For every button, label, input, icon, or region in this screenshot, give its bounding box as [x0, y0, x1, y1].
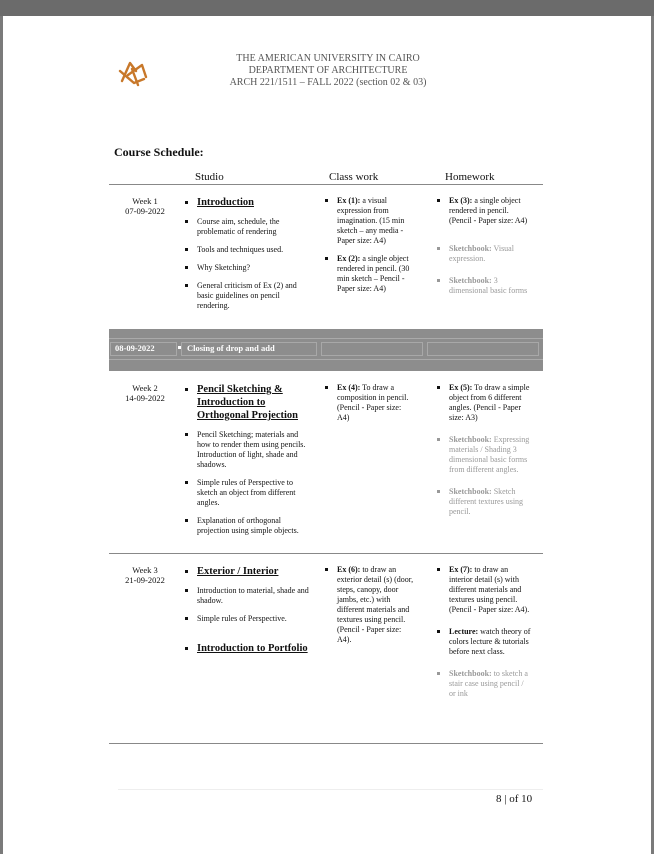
topic-title: Introduction to Portfolio — [197, 643, 308, 654]
homework-cell — [435, 196, 531, 304]
footer-rule — [118, 789, 543, 790]
list-item: Ex (6): to draw an exterior detail (s) (door, steps, canopy, door jambs, etc.) with different materials and textures using pencil. (Pencil - Paper size: A4). — [323, 565, 415, 645]
classwork-cell — [323, 196, 415, 302]
classwork-cell — [323, 565, 415, 653]
column-header-homework: Homework — [445, 171, 495, 183]
section-title: Course Schedule: — [114, 145, 204, 159]
header-rule — [109, 184, 543, 185]
week-cell: Week 1 07-09-2022 — [125, 196, 165, 216]
list-item: General criticism of Ex (2) and basic guidelines on pencil rendering. — [183, 281, 313, 311]
list-item: Lecture: watch theory of colors lecture & tutorials before next class. — [435, 627, 531, 657]
department-name: DEPARTMENT OF ARCHITECTURE — [248, 65, 408, 76]
list-item: Ex (2): a single object rendered in pencil. (30 min sketch – Pencil - Paper size: A4) — [323, 254, 415, 294]
homework-cell — [435, 383, 531, 525]
list-item: Pencil Sketching; materials and how to render them using pencils. Introduction of light, shade and shadows. — [183, 430, 313, 470]
document-header — [183, 53, 473, 89]
university-logo — [116, 57, 150, 89]
list-item: Ex (7): to draw an interior detail (s) with different materials and textures using pencil. (Pencil - Paper size: A4). — [435, 565, 531, 615]
list-item: Sketchbook: to sketch a stair case using pencil / or ink — [435, 669, 531, 699]
topic-title: Pencil Sketching & Introduction to Orthogonal Projection — [197, 384, 299, 421]
list-item: Explanation of orthogonal projection using simple objects. — [183, 516, 313, 536]
document-page — [3, 16, 651, 854]
list-item: Course aim, schedule, the problematic of rendering — [183, 217, 313, 237]
week-cell: Week 2 14-09-2022 — [125, 383, 165, 403]
course-code: ARCH 221/1511 – FALL 2022 (section 02 & 03) — [229, 77, 427, 88]
list-item: Ex (5): To draw a simple object from 6 different angles. (Pencil - Paper size: A3) — [435, 383, 531, 423]
list-item: Tools and techniques used. — [183, 245, 313, 255]
list-item: Why Sketching? — [183, 263, 313, 273]
column-header-studio: Studio — [195, 171, 224, 183]
closing-row — [109, 329, 543, 371]
table-bottom-rule — [109, 743, 543, 744]
page-number: 8 | of 10 — [496, 793, 533, 805]
closing-date: 08-09-2022 — [115, 343, 155, 353]
column-header-classwork: Class work — [329, 171, 379, 183]
list-item: Introduction to material, shade and shadow. — [183, 586, 313, 606]
row-divider — [109, 553, 543, 554]
list-item: Ex (1): a visual expression from imagination. (15 min sketch – any media - Paper size: A4) — [323, 196, 415, 246]
list-item: Sketchbook: Sketch different textures using pencil. — [435, 487, 531, 517]
closing-text: Closing of drop and add — [187, 343, 275, 353]
studio-cell — [183, 383, 313, 544]
studio-cell — [183, 565, 313, 663]
studio-cell — [183, 196, 313, 319]
list-item: Sketchbook: Expressing materials / Shading 3 dimensional basic forms from different angles. — [435, 435, 531, 475]
topic-title: Exterior / Interior — [197, 566, 279, 577]
topic-title: Introduction — [197, 197, 254, 208]
homework-cell — [435, 565, 531, 707]
week-cell: Week 3 21-09-2022 — [125, 565, 165, 585]
viewer-top-bar — [0, 0, 654, 16]
list-item: Sketchbook: 3 dimensional basic forms — [435, 276, 531, 296]
list-item: Ex (4): To draw a composition in pencil. (Pencil - Paper size: A4) — [323, 383, 415, 423]
classwork-cell — [323, 383, 415, 431]
list-item: Simple rules of Perspective. — [183, 614, 313, 624]
university-name: THE AMERICAN UNIVERSITY IN CAIRO — [236, 53, 420, 64]
list-item: Sketchbook: Visual expression. — [435, 244, 531, 264]
list-item: Simple rules of Perspective to sketch an object from different angles. — [183, 478, 313, 508]
list-item: Ex (3): a single object rendered in pencil. (Pencil - Paper size: A4) — [435, 196, 531, 226]
